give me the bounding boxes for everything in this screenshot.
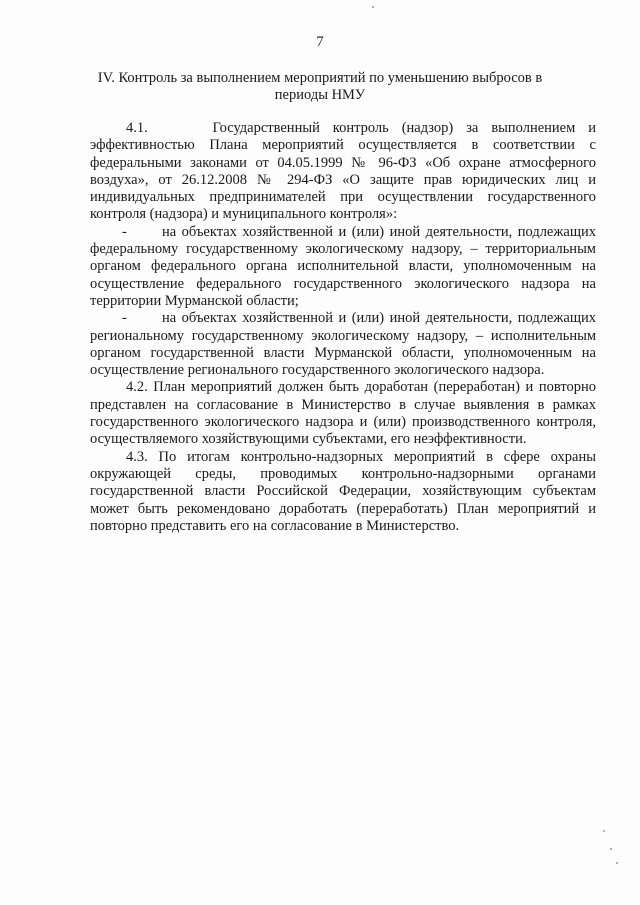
bullet-regional-text: на объектах хозяйственной и (или) иной деятельности, подлежащих региональному государственному экологическому надзору, – исполнительным органом государственной власти Мурманской области, уполномоченным на осуществление регионального государственного экологического надзора. bbox=[90, 310, 596, 379]
scan-speck bbox=[372, 6, 374, 8]
bullet-federal-supervision bbox=[90, 224, 596, 310]
paragraph-4-3: 4.3. По итогам контрольно-надзорных мероприятий в сфере охраны окружающей среды, проводимых контрольно-надзорными органами государственной власти Российской Федерации, хозяйствующим субъектам может быть рекомендовано доработать (переработать) План мероприятий и повторно представить его на согласование в Министерство. bbox=[90, 448, 596, 534]
paragraph-4-2: 4.2. План мероприятий должен быть доработан (переработан) и повторно представлен на согласование в Министерство в случае выявления в рамках государственного экологического надзора и (или) производственного контроля, осуществляемого хозяйствующими субъектами, его неэффективности. bbox=[90, 379, 596, 448]
bullet-dash: - bbox=[122, 310, 127, 327]
scan-speck bbox=[603, 830, 605, 832]
section-heading: IV. Контроль за выполнением мероприятий по уменьшению выбросов в периоды НМУ bbox=[97, 70, 543, 103]
scan-speck bbox=[616, 862, 618, 864]
bullet-federal-text: на объектах хозяйственной и (или) иной деятельности, подлежащих федеральному государственному экологическому надзору, – территориальным органом федерального органа исполнительной власти, уполномоченным на осуществление федерального государственного экологического надзора на территории Мурманской области; bbox=[90, 223, 596, 309]
bullet-dash: - bbox=[122, 223, 127, 240]
scan-speck bbox=[610, 848, 612, 850]
page-number: 7 bbox=[316, 34, 324, 50]
bullet-regional-supervision bbox=[90, 310, 596, 379]
document-body bbox=[90, 120, 596, 535]
paragraph-4-1: 4.1. Государственный контроль (надзор) за выполнением и эффективностью Плана мероприятий осуществляется в соответствии с федеральными законами от 04.05.1999 № 96-ФЗ «Об охране атмосферного воздуха», от 26.12.2008 № 294-ФЗ «О защите прав юридических лиц и индивидуальных предпринимателей при осуществлении государственного контроля (надзора) и муниципального контроля»: bbox=[90, 120, 596, 223]
